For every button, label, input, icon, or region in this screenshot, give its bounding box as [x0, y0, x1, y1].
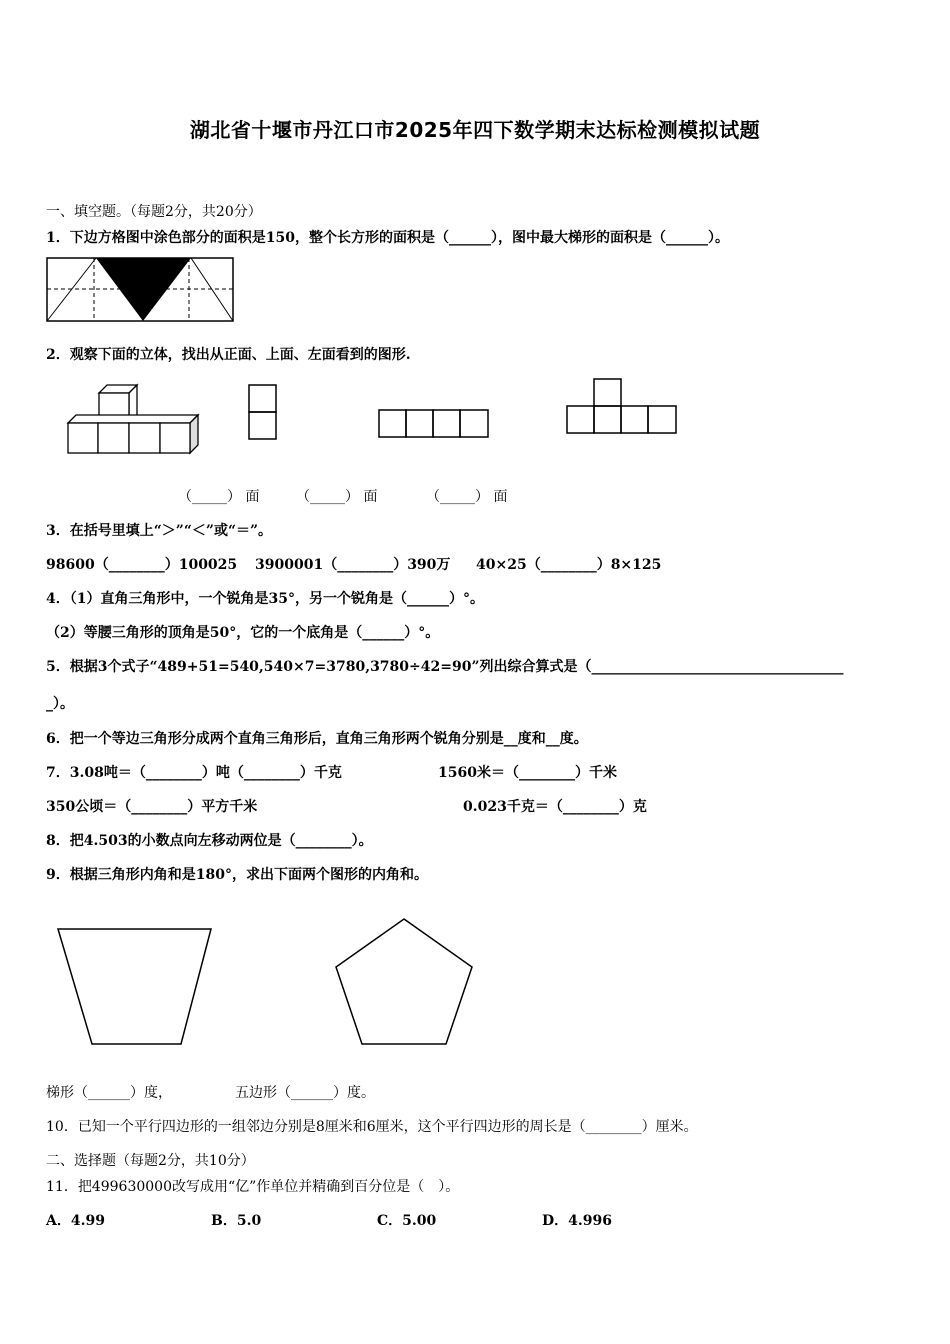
- option-d: D．4.996: [542, 1213, 612, 1229]
- trapezoid-figure: [56, 927, 214, 1047]
- question-4-part-1: 4．（1）直角三角形中，一个锐角是35°，另一个锐角是（______）°。: [46, 591, 484, 607]
- question-10: 10．已知一个平行四边形的一组邻边分别是8厘米和6厘米，这个平行四边形的周长是（________）厘米。: [46, 1119, 698, 1135]
- page-title: 湖北省十堰市丹江口市2025年四下数学期末达标检测模拟试题: [189, 118, 761, 142]
- view-a-figure: [248, 384, 278, 442]
- question-5: 5．根据3个式子“489+51=540,540×7=3780,3780÷42=90”列出综合算式是（____________________________________: [46, 659, 844, 675]
- view-c-figure: [566, 378, 678, 435]
- unit-item-3: 350公顷＝（________）平方千米: [46, 799, 258, 815]
- pentagon-figure: [334, 917, 476, 1047]
- option-b: B．5.0: [211, 1213, 262, 1229]
- view-b-figure: [378, 409, 490, 439]
- compare-item-2: 3900001（________）390万: [255, 557, 451, 573]
- pentagon-answer: 五边形（______）度。: [235, 1085, 375, 1101]
- question-4-part-2: （2）等腰三角形的顶角是50°，它的一个底角是（______）°。: [46, 625, 440, 641]
- trapezoid-answer: 梯形（______）度，: [46, 1085, 172, 1101]
- question-8: 8．把4.503的小数点向左移动两位是（________）。: [46, 833, 373, 849]
- section-1-heading: 一、填空题。（每题2分，共20分）: [46, 204, 262, 220]
- question-6: 6．把一个等边三角形分成两个直角三角形后，直角三角形两个锐角分别是__度和__度。: [46, 731, 588, 747]
- grid-figure: [46, 257, 234, 323]
- cube-stack-figure: [66, 383, 206, 459]
- view-blank-2: （_____） 面: [296, 489, 378, 505]
- question-9: 9．根据三角形内角和是180°，求出下面两个图形的内角和。: [46, 867, 428, 883]
- view-blank-1: （_____） 面: [178, 489, 260, 505]
- section-2-heading: 二、选择题（每题2分，共10分）: [46, 1153, 255, 1169]
- question-3: 3．在括号里填上“＞”“＜”或“＝”。: [46, 523, 273, 539]
- question-2: 2．观察下面的立体，找出从正面、上面、左面看到的图形.: [46, 347, 411, 363]
- unit-item-4: 0.023千克＝（________）克: [463, 799, 647, 815]
- option-a: A．4.99: [46, 1213, 105, 1229]
- question-11: 11．把499630000改写成用“亿”作单位并精确到百分位是（ ）。: [46, 1179, 460, 1195]
- unit-item-1: 7．3.08吨＝（________）吨（________）千克: [46, 765, 342, 781]
- unit-item-2: 1560米＝（________）千米: [438, 765, 617, 781]
- option-c: C．5.00: [377, 1213, 437, 1229]
- question-1: 1．下边方格图中涂色部分的面积是150，整个长方形的面积是（______），图中最大梯形的面积是（______）。: [46, 230, 729, 246]
- compare-item-3: 40×25（________）8×125: [476, 557, 662, 573]
- question-5-continued: _）。: [46, 696, 74, 712]
- compare-item-1: 98600（________）100025: [46, 557, 238, 573]
- view-blank-3: （_____） 面: [426, 489, 508, 505]
